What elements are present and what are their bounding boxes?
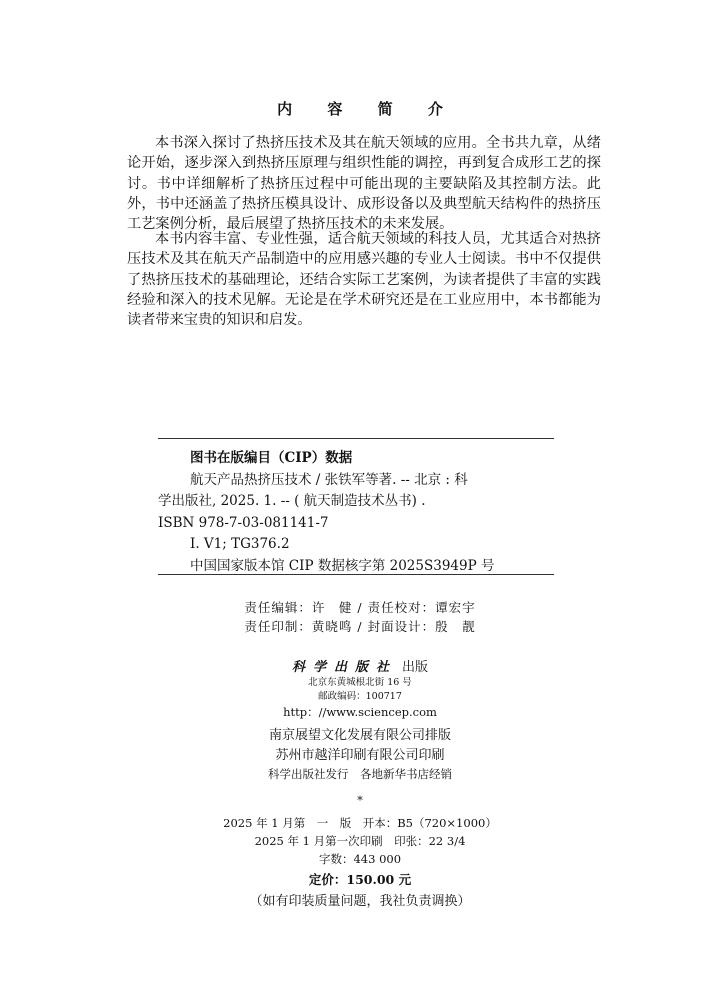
cip-bottom-rule [158, 574, 554, 575]
publisher-url: http：//www.sciencep.com [283, 705, 437, 719]
cip-classification: Ⅰ. V1; TG376.2 [190, 536, 290, 552]
cip-block [158, 448, 554, 577]
distribution: 科学出版社发行 各地新华书店经销 [268, 767, 452, 781]
price: 定价：150.00 元 [308, 872, 412, 887]
summary-paragraph-1: 本书深入探讨了热挤压技术及其在航天领域的应用。全书共九章，从绪论开始，逐步深入到热挤压原理与组织性能的调控，再到复合成形工艺的探讨。书中详细解析了热挤压过程中可能出现的主要缺陷及其控制方法。此外，书中还涵盖了热挤压模具设计、成形设备以及典型航天结构件的热挤压工艺案例分析，最后展望了热挤压技术的未来发展。 [127, 135, 601, 233]
summary-paragraph-2: 本书内容丰富、专业性强，适合航天领域的科技人员，尤其适合对热挤压技术及其在航天产品制造中的应用感兴趣的专业人士阅读。书中不仅提供了热挤压技术的基础理论，还结合实际工艺案例，为读者提供了丰富的实践经验和深入的技术见解。无论是在学术研究还是在工业应用中，本书都能为读者带来宝贵的知识和启发。 [127, 231, 601, 329]
publisher-postcode: 邮政编码：100717 [318, 691, 402, 702]
credits-line-1: 责任编辑：许 健 / 责任校对：谭宏宇 [244, 600, 476, 615]
publisher-address: 北京东黄城根北街 16 号 [308, 677, 412, 688]
publisher-logo: 科学出版社 [291, 660, 397, 675]
cip-isbn: ISBN 978-7-03-081141-7 [158, 514, 329, 531]
word-count: 字数：443 000 [318, 852, 402, 866]
cip-top-rule [158, 438, 554, 439]
quality-note: （如有印装质量问题，我社负责调换） [249, 894, 471, 909]
printer: 苏州市越洋印刷有限公司印刷 [275, 748, 445, 763]
separator-asterisk: * [357, 793, 363, 807]
cip-record-number: 中国国家版本馆 CIP 数据核字第 2025S3949P 号 [190, 557, 495, 574]
page-title: 内 容 简 介 [277, 100, 458, 118]
cip-heading: 图书在版编目（CIP）数据 [190, 450, 353, 466]
publisher-suffix: 出版 [402, 660, 429, 675]
typesetter: 南京展望文化发展有限公司排版 [268, 728, 451, 743]
credits-line-2: 责任印制：黄晓鸣 / 封面设计：殷 靓 [244, 619, 476, 634]
edition-line-2: 2025 年 1 月第一次印刷 印张：22 3/4 [254, 834, 466, 848]
cip-line-1: 航天产品热挤压技术 / 张铁军等著. -- 北京 : 科 [190, 471, 468, 488]
cip-line-2: 学出版社, 2025. 1. -- ( 航天制造技术丛书) . [158, 493, 426, 509]
edition-line-1: 2025 年 1 月第 一 版 开本：B5（720×1000） [223, 816, 497, 830]
publisher-line [0, 656, 720, 677]
